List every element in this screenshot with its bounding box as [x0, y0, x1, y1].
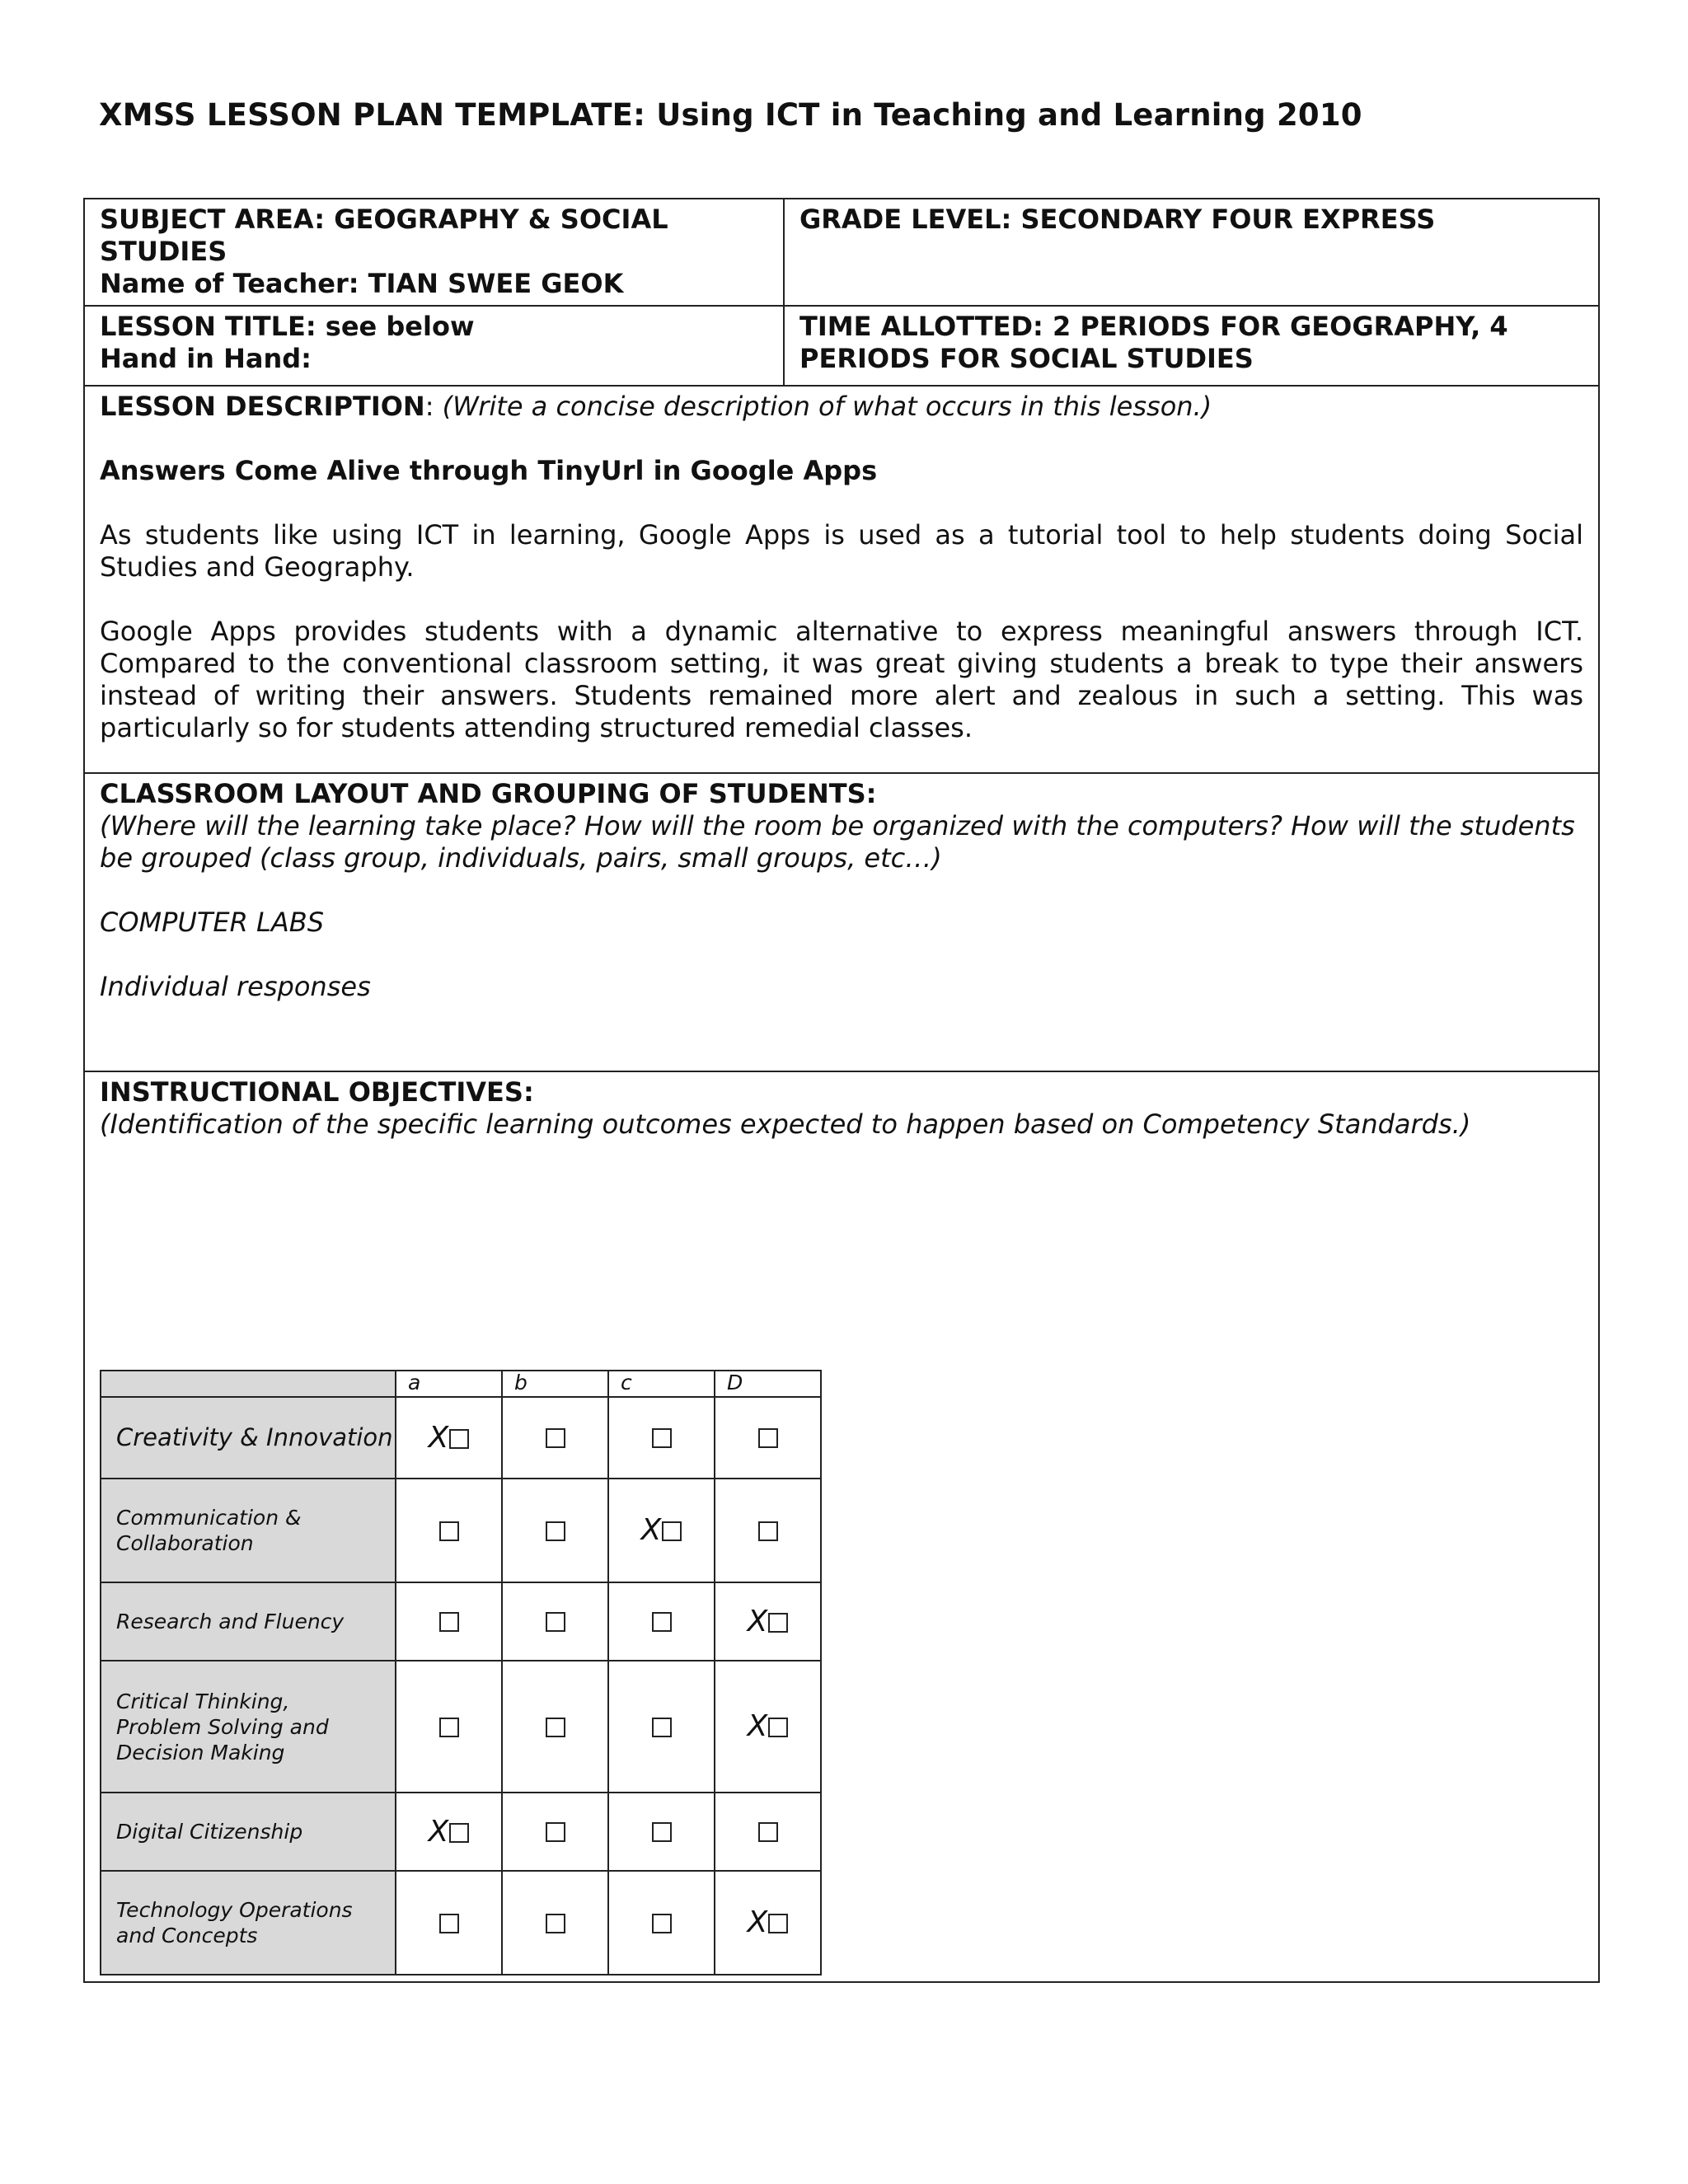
competency-row: [101, 1582, 821, 1661]
competency-name: Critical Thinking, Problem Solving and Decision Making: [101, 1661, 396, 1793]
competency-name: Technology Operations and Concepts: [101, 1871, 396, 1975]
checkbox-square-icon: [546, 1612, 565, 1632]
checkbox-cell[interactable]: [396, 1793, 502, 1871]
competency-name: Digital Citizenship: [101, 1793, 396, 1871]
checkbox-cell[interactable]: [608, 1871, 715, 1975]
lesson-description-cell: LESSON DESCRIPTION: (Write a concise description of what occurs in this lesson.) Answers Come Alive through TinyUrl in Google Apps As students like using ICT in learning, Google Apps is used as a tutorial tool to help students doing Social Studies and Geography. Google Apps provides students with a dynamic alternative to express meaningful answers through ICT. Compared to the conventional classroom setting, it was great giving students a break to type their answers instead of writing their answers. Students remained more alert and zealous in such a setting. This was particularly so for students attending structured remedial classes.: [84, 386, 1599, 773]
time-cell: [784, 306, 1599, 386]
competency-name: Creativity & Innovation: [101, 1397, 396, 1479]
checkbox-square-icon: [758, 1521, 778, 1541]
competency-row: [101, 1871, 821, 1975]
checkbox-square-icon: [652, 1428, 672, 1448]
competency-grid: [100, 1370, 822, 1975]
check-mark: X: [747, 1905, 768, 1939]
checkbox-cell[interactable]: [715, 1397, 821, 1479]
classroom-layout-label: CLASSROOM LAYOUT AND GROUPING OF STUDENTS:: [100, 778, 877, 809]
header-row-1: [84, 199, 1599, 306]
checkbox-cell[interactable]: [502, 1793, 608, 1871]
instructional-objectives-row: [84, 1071, 1599, 1982]
checkbox-square-icon: [546, 1914, 565, 1933]
checkbox-cell[interactable]: [715, 1793, 821, 1871]
classroom-layout-prompt: (Where will the learning take place? How will the room be organized with the computers? How will the students be grouped (class group, individuals, pairs, small groups, etc…): [100, 810, 1575, 874]
checkbox-cell[interactable]: [715, 1582, 821, 1661]
check-mark: X: [428, 1420, 449, 1455]
competency-row: [101, 1661, 821, 1793]
check-mark: X: [747, 1604, 768, 1638]
description-paragraph-2: Google Apps provides students with a dynamic alternative to express meaningful answers through ICT. Compared to the conventional classroom setting, it was great giving students a break to type their answers instead of writing their answers. Students remained more alert and zealous in such a setting. This was particularly so for students attending structured remedial classes.: [100, 616, 1583, 743]
checkbox-square-icon: [439, 1521, 459, 1541]
checkbox-cell[interactable]: [502, 1479, 608, 1582]
checkbox-square-icon: [758, 1428, 778, 1448]
column-label: b: [502, 1371, 608, 1397]
teacher-name: Name of Teacher: TIAN SWEE GEOK: [100, 268, 624, 299]
classroom-layout-cell: [84, 773, 1599, 1071]
checkbox-cell[interactable]: [608, 1397, 715, 1479]
classroom-layout-row: [84, 773, 1599, 1071]
competency-header-row: [101, 1371, 821, 1397]
lesson-title-cell: [84, 306, 784, 386]
checkbox-cell[interactable]: [502, 1397, 608, 1479]
hand-in-hand: Hand in Hand:: [100, 343, 312, 374]
checkbox-square-icon: [546, 1428, 565, 1448]
lesson-description-label: LESSON DESCRIPTION: [100, 391, 425, 422]
checkbox-cell[interactable]: [608, 1582, 715, 1661]
lesson-title: LESSON TITLE: see below: [100, 311, 475, 342]
lesson-description-row: [84, 386, 1599, 773]
checkbox-cell[interactable]: [715, 1661, 821, 1793]
checkbox-cell[interactable]: [396, 1397, 502, 1479]
column-label: a: [396, 1371, 502, 1397]
description-paragraph-1: As students like using ICT in learning, Google Apps is used as a tutorial tool to help students doing Social Studies and Geography.: [100, 519, 1583, 583]
competency-name: Research and Fluency: [101, 1582, 396, 1661]
checkbox-square-icon: [546, 1822, 565, 1842]
objectives-label: INSTRUCTIONAL OBJECTIVES:: [100, 1076, 534, 1108]
checkbox-square-icon: [768, 1914, 788, 1933]
competency-row: [101, 1793, 821, 1871]
lesson-plan-table: [83, 198, 1600, 1983]
checkbox-cell[interactable]: [608, 1479, 715, 1582]
checkbox-cell[interactable]: [608, 1793, 715, 1871]
checkbox-square-icon: [439, 1718, 459, 1737]
checkbox-cell[interactable]: [608, 1661, 715, 1793]
checkbox-square-icon: [758, 1822, 778, 1842]
checkbox-square-icon: [652, 1914, 672, 1933]
check-mark: X: [747, 1709, 768, 1743]
checkbox-cell[interactable]: [715, 1479, 821, 1582]
checkbox-cell[interactable]: [502, 1871, 608, 1975]
checkbox-square-icon: [449, 1429, 469, 1449]
checkbox-cell[interactable]: [396, 1871, 502, 1975]
checkbox-cell[interactable]: [396, 1479, 502, 1582]
grade-cell: [784, 199, 1599, 306]
checkbox-cell[interactable]: [502, 1661, 608, 1793]
classroom-location: COMPUTER LABS: [100, 907, 325, 938]
checkbox-square-icon: [652, 1718, 672, 1737]
subject-area: SUBJECT AREA: GEOGRAPHY & SOCIAL STUDIES: [100, 204, 668, 267]
competency-name: Communication & Collaboration: [101, 1479, 396, 1582]
header-row-2: [84, 306, 1599, 386]
check-mark: X: [640, 1513, 662, 1547]
lesson-description-prompt: (Write a concise description of what occurs in this lesson.): [442, 391, 1212, 422]
student-grouping: Individual responses: [100, 971, 371, 1002]
time-allotted: TIME ALLOTTED: 2 PERIODS FOR GEOGRAPHY, 4 PERIODS FOR SOCIAL STUDIES: [799, 311, 1508, 374]
competency-row: [101, 1397, 821, 1479]
checkbox-cell[interactable]: [396, 1661, 502, 1793]
checkbox-cell[interactable]: [715, 1871, 821, 1975]
grade-level: GRADE LEVEL: SECONDARY FOUR EXPRESS: [799, 204, 1436, 235]
checkbox-square-icon: [439, 1612, 459, 1632]
checkbox-square-icon: [546, 1718, 565, 1737]
objectives-prompt: (Identification of the specific learning outcomes expected to happen based on Competency Standards.): [100, 1108, 1471, 1140]
check-mark: X: [428, 1814, 449, 1849]
checkbox-square-icon: [449, 1823, 469, 1843]
document-title: XMSS LESSON PLAN TEMPLATE: Using ICT in Teaching and Learning 2010: [99, 97, 1362, 133]
checkbox-square-icon: [768, 1613, 788, 1633]
checkbox-cell[interactable]: [502, 1582, 608, 1661]
column-label: D: [715, 1371, 821, 1397]
column-label: c: [608, 1371, 715, 1397]
checkbox-square-icon: [439, 1914, 459, 1933]
checkbox-square-icon: [652, 1822, 672, 1842]
checkbox-square-icon: [662, 1521, 682, 1541]
checkbox-square-icon: [546, 1521, 565, 1541]
checkbox-square-icon: [652, 1612, 672, 1632]
instructional-objectives-cell: [84, 1071, 1599, 1982]
lesson-heading: Answers Come Alive through TinyUrl in Google Apps: [100, 455, 878, 486]
subject-cell: [84, 199, 784, 306]
checkbox-cell[interactable]: [396, 1582, 502, 1661]
competency-row: [101, 1479, 821, 1582]
checkbox-square-icon: [768, 1718, 788, 1737]
